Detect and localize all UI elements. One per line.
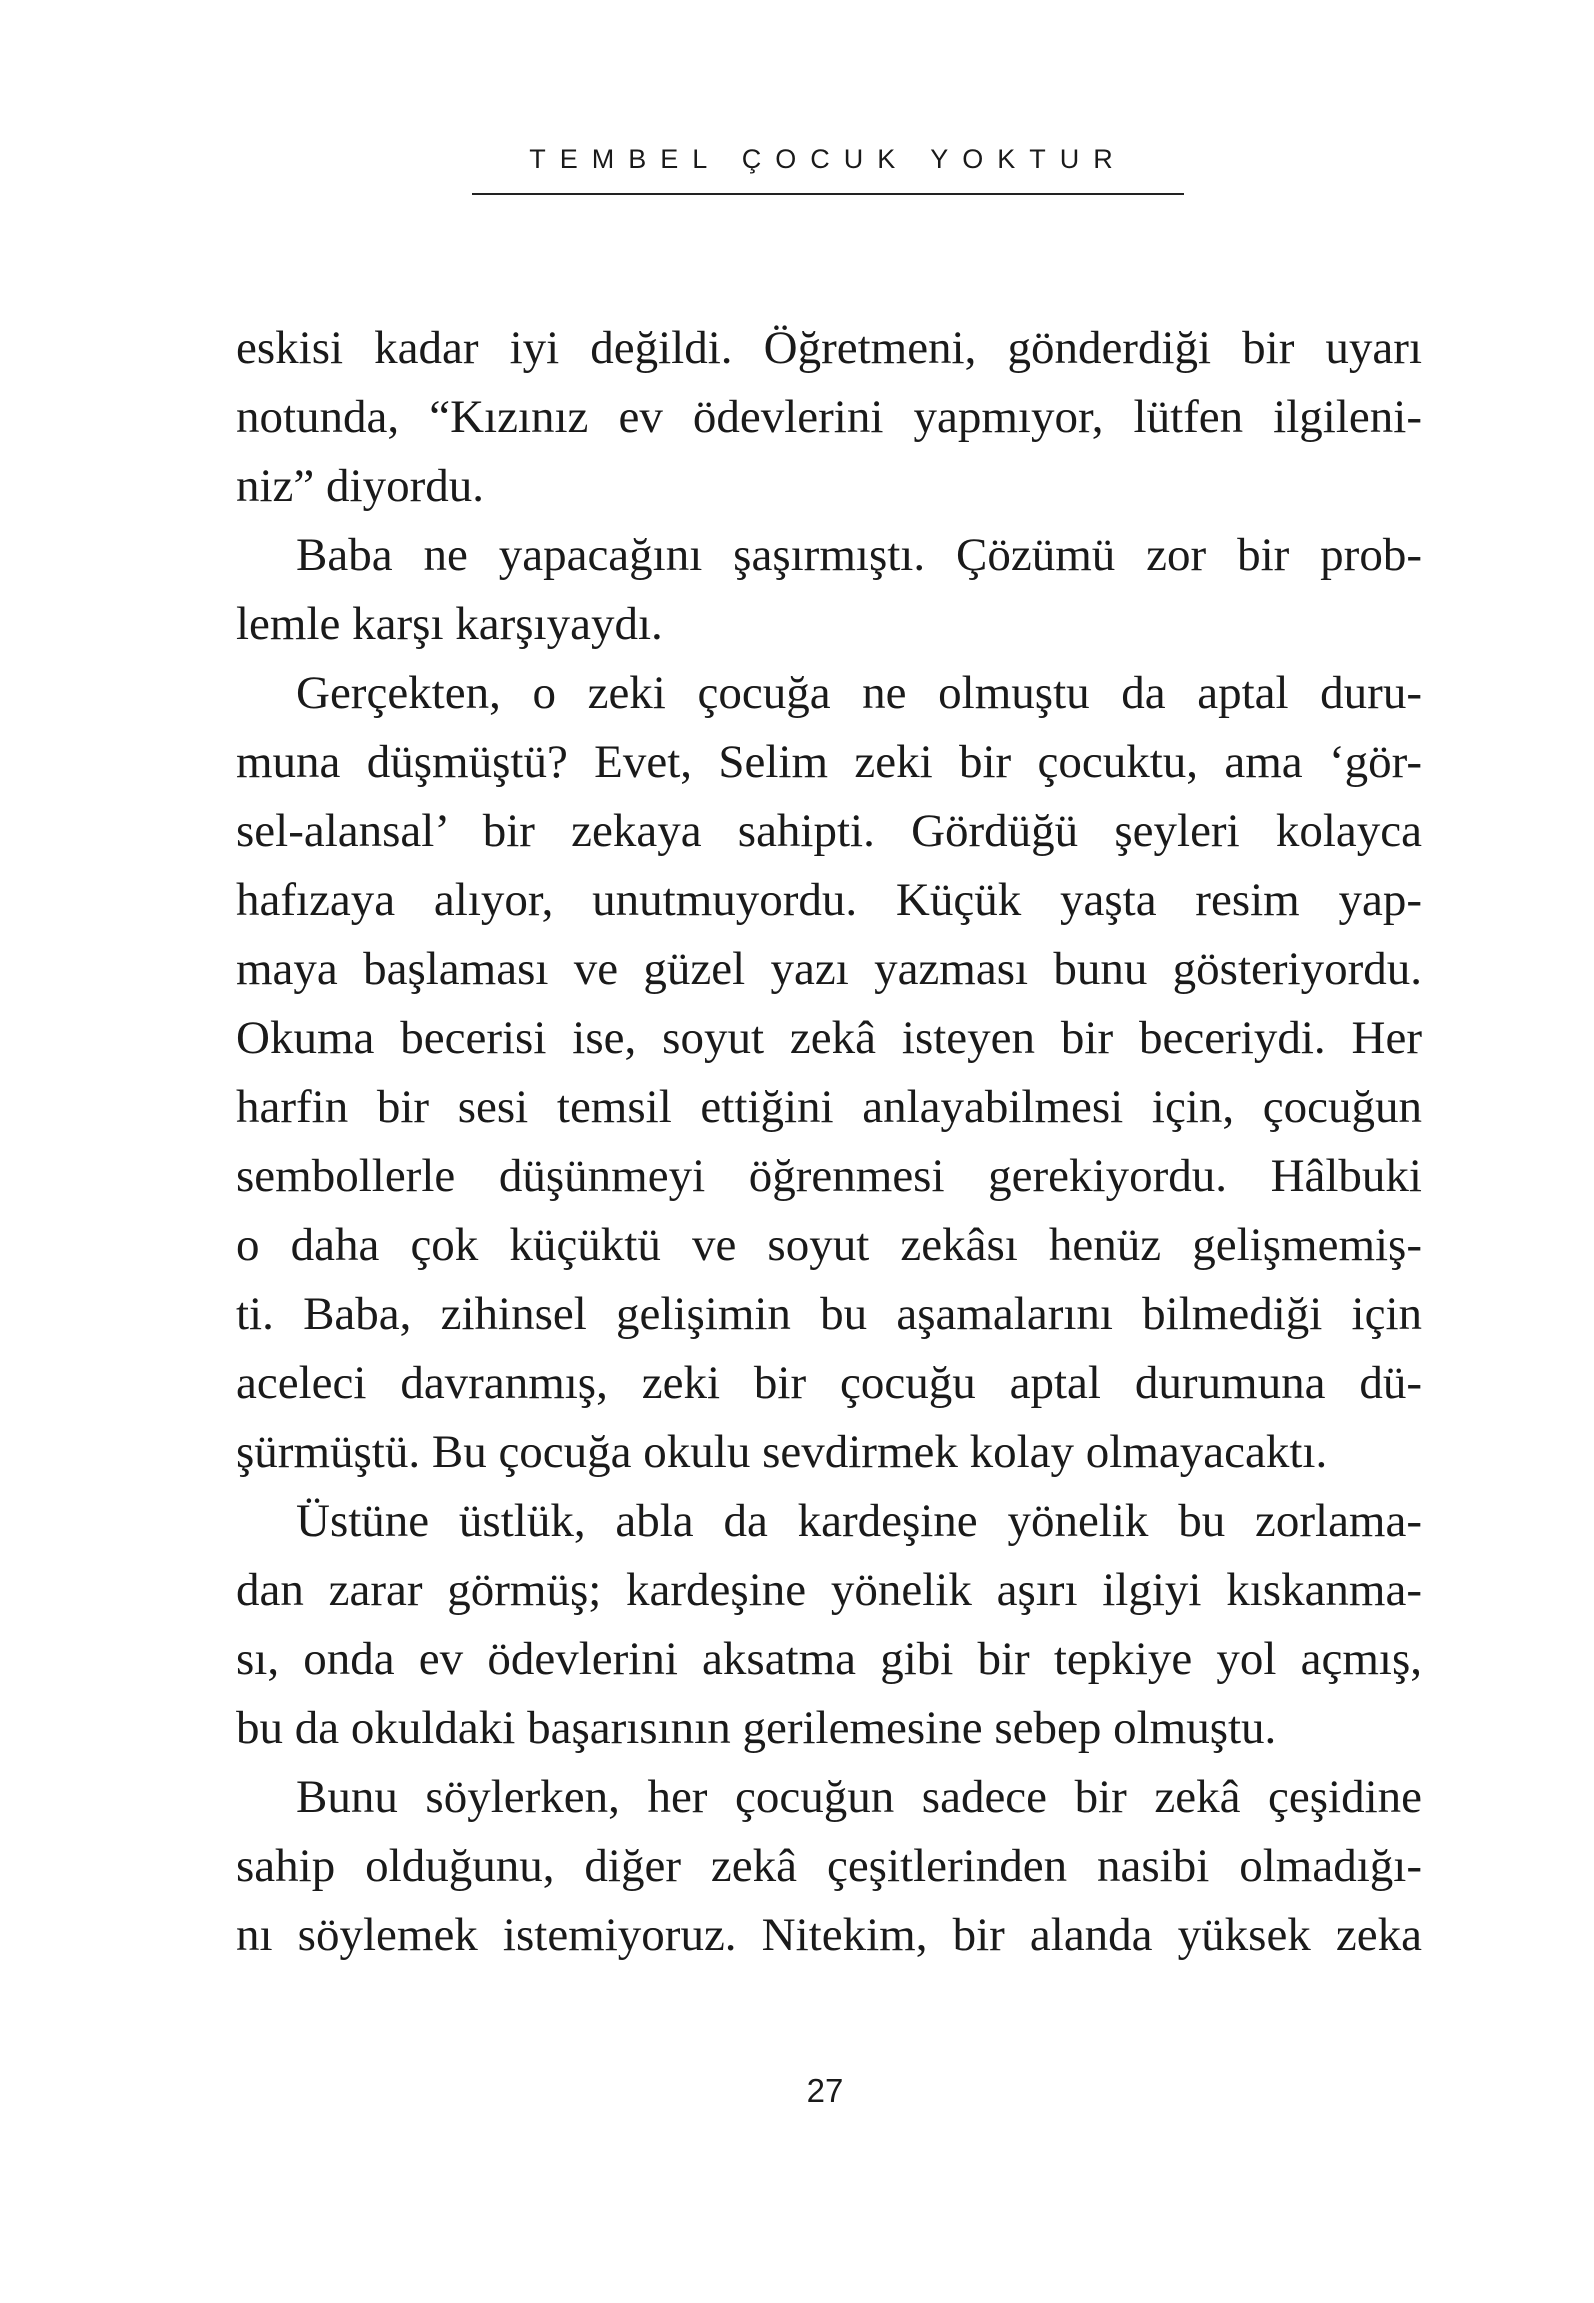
paragraph — [236, 314, 1422, 521]
paragraph — [236, 1763, 1422, 1970]
text-line: sahip olduğunu, diğer zekâ çeşitlerinden nasibi olmadığı- — [236, 1840, 1422, 1892]
text-line: Baba ne yapacağını şaşırmıştı. Çözümü zor bir prob- — [296, 529, 1422, 581]
text-line: notunda, “Kızınız ev ödevlerini yapmıyor, lütfen ilgileni- — [236, 391, 1422, 443]
text-line: harfin bir sesi temsil ettiğini anlayabilmesi için, çocuğun — [236, 1081, 1422, 1133]
text-line: muna düşmüştü? Evet, Selim zeki bir çocuktu, ama ‘gör- — [236, 736, 1422, 788]
header-rule — [472, 193, 1184, 195]
text-line: hafızaya alıyor, unutmuyordu. Küçük yaşta resim yap- — [236, 874, 1422, 926]
text-line: ti. Baba, zihinsel gelişimin bu aşamalarını bilmediği için — [236, 1288, 1422, 1340]
text-line: Gerçekten, o zeki çocuğa ne olmuştu da aptal duru- — [296, 667, 1422, 719]
text-line: sel-alansal’ bir zekaya sahipti. Gördüğü şeyleri kolayca — [236, 805, 1422, 857]
page-number: 27 — [806, 2072, 844, 2109]
text-line: Üstüne üstlük, abla da kardeşine yönelik bu zorlama- — [296, 1495, 1422, 1547]
text-line: nı söylemek istemiyoruz. Nitekim, bir alanda yüksek zeka — [236, 1909, 1422, 1961]
paragraph — [236, 1487, 1422, 1763]
paragraph — [236, 521, 1422, 659]
text-line: bu da okuldaki başarısının gerilemesine sebep olmuştu. — [236, 1702, 1277, 1754]
text-line: eskisi kadar iyi değildi. Öğretmeni, gönderdiği bir uyarı — [236, 322, 1422, 374]
text-line: maya başlaması ve güzel yazı yazması bunu gösteriyordu. — [236, 943, 1422, 995]
body-text — [236, 314, 1422, 1970]
text-line: niz” diyordu. — [236, 460, 484, 512]
text-line: aceleci davranmış, zeki bir çocuğu aptal durumuna dü- — [236, 1357, 1422, 1409]
text-line: Okuma becerisi ise, soyut zekâ isteyen bir beceriydi. Her — [236, 1012, 1422, 1064]
text-line: şürmüştü. Bu çocuğa okulu sevdirmek kolay olmayacaktı. — [236, 1426, 1328, 1478]
paragraph — [236, 659, 1422, 1487]
running-header: TEMBEL ÇOCUK YOKTUR — [529, 144, 1127, 174]
text-line: sembollerle düşünmeyi öğrenmesi gerekiyordu. Hâlbuki — [236, 1150, 1422, 1202]
text-line: Bunu söylerken, her çocuğun sadece bir zekâ çeşidine — [296, 1771, 1422, 1823]
text-line: dan zarar görmüş; kardeşine yönelik aşırı ilgiyi kıskanma- — [236, 1564, 1422, 1616]
text-line: o daha çok küçüktü ve soyut zekâsı henüz gelişmemiş- — [236, 1219, 1422, 1271]
text-line: lemle karşı karşıyaydı. — [236, 598, 663, 650]
text-line: sı, onda ev ödevlerini aksatma gibi bir tepkiye yol açmış, — [236, 1633, 1422, 1685]
